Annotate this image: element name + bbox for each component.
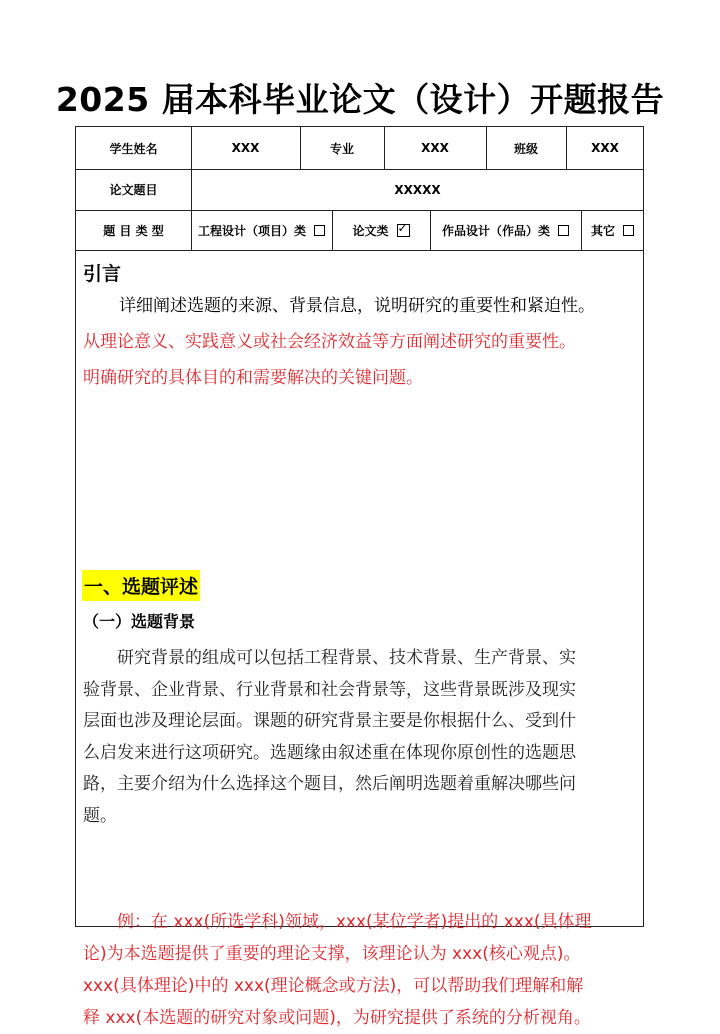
row-divider xyxy=(76,250,643,251)
example-paragraph xyxy=(83,906,641,1034)
background-paragraph xyxy=(83,643,641,832)
intro-paragraph xyxy=(83,288,641,396)
topic-value[interactable]: XXXXX xyxy=(394,182,441,197)
body-line: 题。 xyxy=(83,805,117,826)
body-line: 路，主要介绍为什么选择这个题目，然后阐明选题着重解决哪些问 xyxy=(83,774,576,794)
intro-red-line: 从理论意义、实践意义或社会经济效益等方面阐述研究的重要性。 xyxy=(83,332,576,352)
intro-red-line: 明确研究的具体目的和需要解决的关键问题。 xyxy=(83,368,423,388)
student-name-label: 学生姓名 xyxy=(109,141,158,156)
major-value[interactable]: XXX xyxy=(421,141,449,155)
type-option-artwork[interactable] xyxy=(430,210,581,250)
body-line: 验背景、企业背景、行业背景和社会背景等，这些背景既涉及现实 xyxy=(83,679,576,700)
checkbox-icon[interactable] xyxy=(314,225,325,236)
example-line: 释 xxx(本选题的研究对象或问题)，为研究提供了系统的分析视角。 xyxy=(83,1008,591,1028)
type-option-label: 论文类 xyxy=(352,223,389,238)
checkbox-icon[interactable] xyxy=(623,225,634,236)
example-line: 论)为本选题提供了重要的理论支撑，该理论认为 xxx(核心观点)。 xyxy=(83,944,581,964)
body-line: 么启发来进行这项研究。选题缘由叙述重在体现你原创性的选题思 xyxy=(83,742,576,763)
example-line: xxx(具体理论)中的 xxx(理论概念或方法)，可以帮助我们理解和解 xyxy=(83,976,584,996)
subsection-heading: （一）选题背景 xyxy=(83,612,196,631)
major-label: 专业 xyxy=(329,141,354,156)
document-title: 2025 届本科毕业论文（设计）开题报告 xyxy=(55,80,665,119)
checked-checkbox-icon[interactable] xyxy=(397,224,410,237)
type-option-label: 其它 xyxy=(590,223,615,238)
type-option-label: 工程设计（项目）类 xyxy=(197,223,306,238)
body-line: 研究背景的组成可以包括工程背景、技术背景、生产背景、实 xyxy=(117,648,576,668)
topic-label: 论文题目 xyxy=(109,183,158,197)
type-option-engineering[interactable] xyxy=(191,210,332,250)
checkbox-icon[interactable] xyxy=(558,225,569,236)
type-option-label: 作品设计（作品）类 xyxy=(441,223,550,238)
body-line: 层面也涉及理论层面。课题的研究背景主要是你根据什么、受到什 xyxy=(83,711,576,731)
example-line: 例：在 xxx(所选学科)领域，xxx(某位学者)提出的 xxx(具体理 xyxy=(117,912,592,932)
class-label: 班级 xyxy=(513,141,538,156)
type-option-thesis[interactable] xyxy=(332,210,430,250)
intro-line: 详细阐述选题的来源、背景信息，说明研究的重要性和紧迫性。 xyxy=(119,296,595,316)
section-heading: 一、选题评述 xyxy=(82,570,200,601)
topic-type-label: 题 目 类 型 xyxy=(103,223,164,238)
proposal-form xyxy=(75,126,644,1028)
student-name-value[interactable]: XXX xyxy=(231,141,260,155)
class-value[interactable]: XXX xyxy=(591,141,619,155)
intro-heading: 引言 xyxy=(83,263,122,285)
type-option-other[interactable] xyxy=(581,210,644,250)
